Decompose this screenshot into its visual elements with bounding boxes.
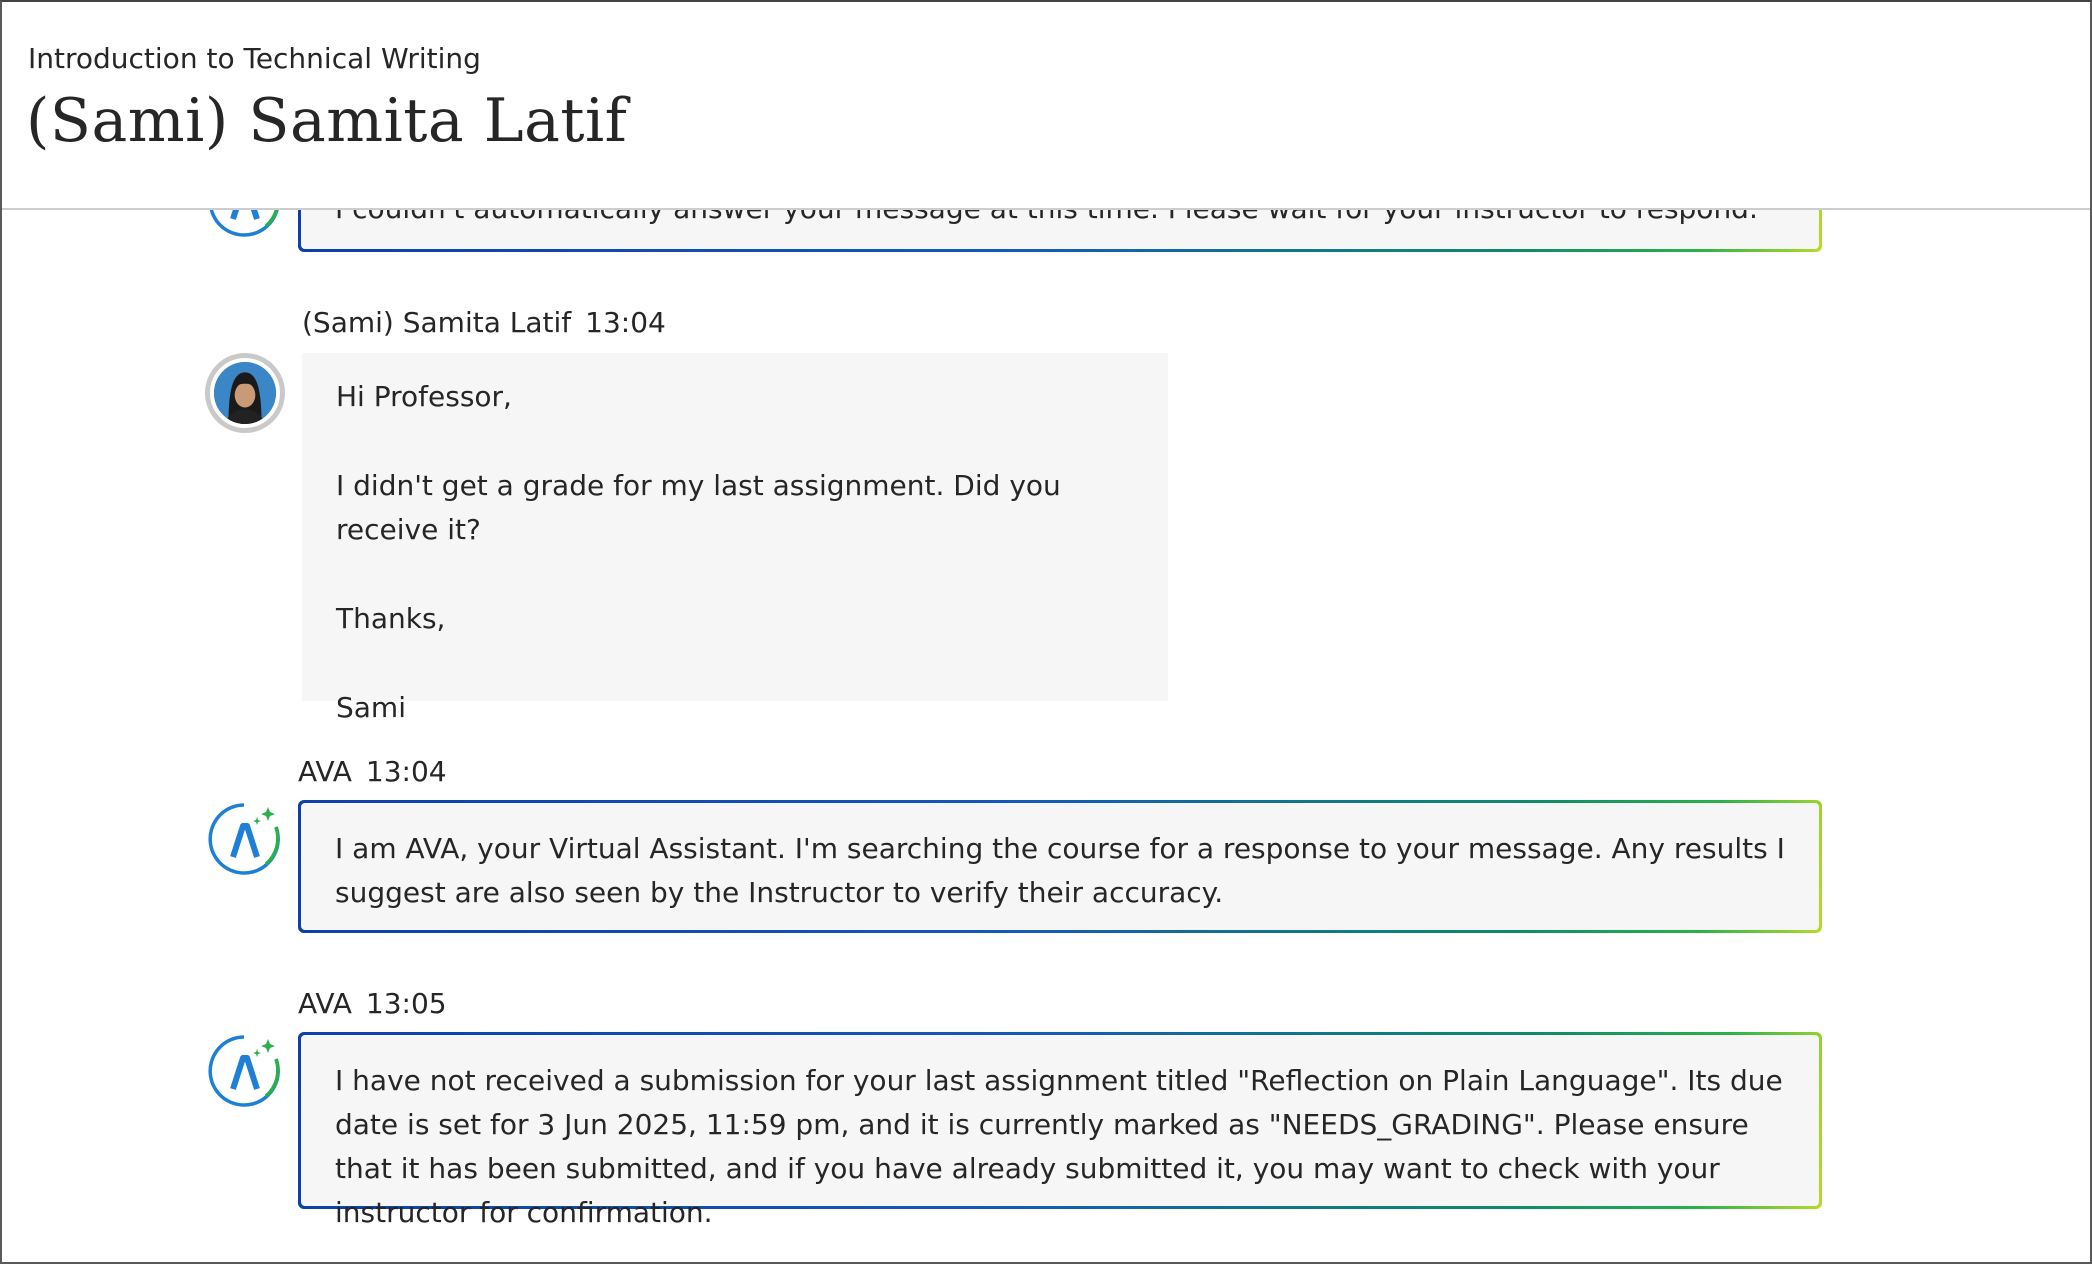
message-meta bbox=[298, 987, 447, 1020]
message-meta bbox=[302, 306, 666, 339]
message-bubble-ava bbox=[298, 800, 1822, 933]
page-title: (Sami) Samita Latif bbox=[26, 86, 628, 156]
user-photo bbox=[214, 362, 276, 424]
ava-logo-icon bbox=[206, 1033, 282, 1109]
user-portrait-icon bbox=[214, 362, 276, 424]
message-text: I am AVA, your Virtual Assistant. I'm searching the course for a response to your message. Any results I suggest are also seen by the Instructor to verify their accuracy. bbox=[301, 803, 1819, 930]
message-paragraph: Thanks, bbox=[336, 602, 446, 635]
message-time: 13:04 bbox=[365, 755, 447, 788]
sender-name: (Sami) Samita Latif bbox=[302, 306, 572, 339]
message-paragraph: I didn't get a grade for my last assignment. Did you receive it? bbox=[336, 469, 1061, 546]
message-bubble-user bbox=[302, 353, 1168, 724]
message-bubble-ava bbox=[298, 1032, 1822, 1229]
message-text: I have not received a submission for your last assignment titled "Reflection on Plain Language". Its due date is set for 3 Jun 2025, 11:59 pm, and it is currently marked as "NEEDS_GRADING". Please ensure that it has been submitted, and if you have already submitted it, you may want to check with your instructor for confirmation. bbox=[301, 1035, 1819, 1206]
sender-name: AVA bbox=[298, 987, 352, 1020]
message-paragraph: Hi Professor, bbox=[336, 380, 512, 413]
ava-logo-icon bbox=[206, 801, 282, 877]
course-name: Introduction to Technical Writing bbox=[28, 42, 481, 75]
sender-name: AVA bbox=[298, 755, 352, 788]
conversation-header bbox=[2, 2, 2092, 210]
message-paragraph: Sami bbox=[336, 691, 406, 724]
message-time: 13:04 bbox=[585, 306, 666, 339]
message-meta bbox=[298, 755, 447, 788]
user-avatar[interactable] bbox=[205, 353, 285, 433]
message-time: 13:05 bbox=[365, 987, 447, 1020]
